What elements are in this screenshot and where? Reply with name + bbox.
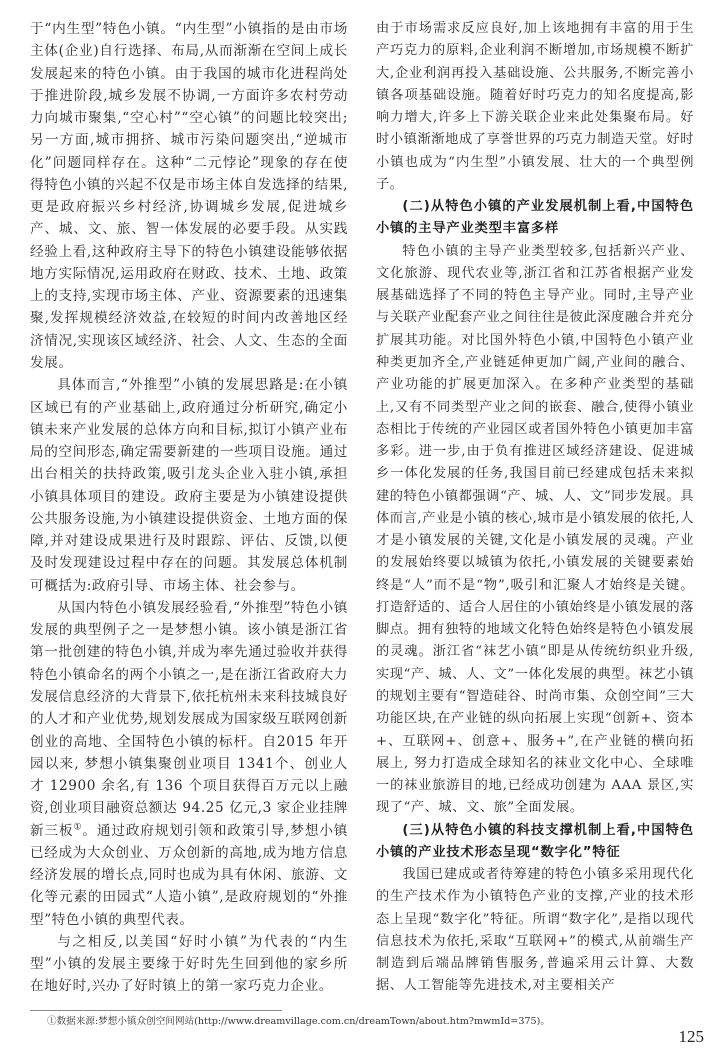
footnote-ref[interactable]: ① — [73, 822, 83, 833]
paragraph — [30, 597, 348, 931]
footnote-divider — [30, 1010, 282, 1011]
paragraph: 特色小镇的主导产业类型较多,包括新兴产业、文化旅游、现代农业等,浙江省和江苏省根据产业发展基础选择了不同的特色主导产业。同时,主导产业与关联产业配套产业之间往往是彼此深度融合并充分扩展其功能。对比国外特色小镇,中国特色小镇产业种类更加齐全,产业链延伸更加广阔,产业间的融合、产业功能的扩展更加深入。在多种产业类型的基础上,又有不同类型产业之间的嵌套、融合,使得小镇业态相比于传统的产业园区或者国外特色小镇更加丰富多彩。进一步,由于负有推进区域经济建设、促进城乡一体化发展的任务,我国目前已经建成包括未来拟建的特色小镇都强调“产、城、人、文”同步发展。具体而言,产业是小镇的核心,城市是小镇发展的依托,人才是小镇发展的关键,文化是小镇发展的灵魂。产业的发展始终要以城镇为依托,小镇发展的关键要素始终是“人”而不是“物”,吸引和汇聚人才始终是关键。打造舒适的、适合人居住的小镇始终是小镇发展的落脚点。拥有独特的地域文化特色始终是特色小镇发展的灵魂。浙江省“袜艺小镇”即是从传统纺织业升级,实现“产、城、人、文”一体化发展的典型。袜艺小镇的规划主要有“智造硅谷、时尚市集、众创空间”三大功能区块,在产业链的纵向拓展上实现“创新+、资本+、互联网+、创意+、服务+”,在产业链的横向拓展上, 努力打造成全球知名的袜业文化中心、全球唯一的袜业旅游目的地,已经成功创建为 AAA 景区,实现了“产、城、文、旅”全面发展。 — [376, 243, 695, 816]
paragraph-text: 。通过政府规划引领和政策引导,梦想小镇已经成为大众创业、万众创新的高地,成为地方信息经济发展的增长点,同时也成为具有休闲、旅游、文化等元素的田园式“人造小镇”,是政府规划的“外推型”特色小镇的典型代表。 — [30, 822, 348, 928]
paragraph: 与之相反,以美国“好时小镇”为代表的“内生型”小镇的发展主要缘于好时先生回到他的家乡所在地好时,兴办了好时镇上的第一家巧克力企业。 — [30, 933, 348, 995]
section-heading: (三)从特色小镇的科技支撑机制上看,中国特色小镇的产业技术形态呈现“数字化”特征 — [376, 822, 694, 860]
footnote: ①数据来源:梦想小镇众创空间网站(http://www.dreamvillage.com.cn/dreamTown/about.htm?mwmId=375)。 — [47, 1016, 550, 1027]
paragraph-text: 从国内特色小镇发展经验看,“外推型”特色小镇发展的典型例子之一是梦想小镇。该小镇是浙江省第一批创建的特色小镇,并成为率先通过验收并获得特色小镇命名的两个小镇之一,是在浙江省政府大力发展信息经济的大背景下,依托杭州未来科技城良好的人才和产业优势,规划发展成为国家级互联网创新创业的高地、全国特色小镇的标杆。自2015 年开园以来, 梦想小镇集聚创业项目 1341个、创业人才 12900 余名,有 136 个项目获得百万元以上融资,创业项目融资总额达 94.25 亿元,3 家企业挂牌新三板 — [30, 599, 348, 839]
right-column — [376, 18, 694, 998]
paragraph: 于“内生型”特色小镇。“内生型”小镇指的是由市场主体(企业)自行选择、布局,从而渐渐在空间上成长发展起来的特色小镇。由于我国的城市化进程尚处于推进阶段,城乡发展不协调,一方面许多农村劳动力向城市聚集,“空心村”“空心镇”的问题比较突出;另一方面,城市拥挤、城市污染问题突出,“逆城市化”问题同样存在。这种“二元悖论”现象的存在使得特色小镇的兴起不仅是市场主体自发选择的结果,更是政府振兴乡村经济,协调城乡发展,促进城乡产、城、文、旅、智一体发展的必要手段。从实践经验上看,这种政府主导下的特色小镇建设能够依据地方实际情况,运用政府在财政、技术、土地、政策上的支持,实现市场主体、产业、资源要素的迅速集聚,发挥规模经济效益,在较短的时间内改善地区经济情况,实现该区域经济、社会、人文、生态的全面发展。 — [30, 21, 348, 371]
paragraph: 由于市场需求反应良好,加上该地拥有丰富的用于生产巧克力的原料,企业利润不断增加,市场规模不断扩大,企业利润再投入基础设施、公共服务,不断完善小镇各项基础设施。随着好时巧克力的知名度提高,影响力增大,许多上下游关联企业来此处集聚布局。好时小镇渐渐地成了享誉世界的巧克力制造天堂。好时小镇也成为“内生型”小镇发展、壮大的一个典型例子。 — [376, 21, 694, 192]
left-column — [30, 18, 348, 998]
section-heading: (二)从特色小镇的产业发展机制上看,中国特色小镇的主导产业类型丰富多样 — [376, 199, 694, 237]
paragraph: 具体而言,“外推型”小镇的发展思路是:在小镇区域已有的产业基础上,政府通过分析研究,确定小镇未来产业发展的总体方向和目标,拟订小镇产业布局的空间形态,确定需要新建的一些项目设施。通过出台相关的扶持政策,吸引龙头企业入驻小镇,承担小镇具体项目的建设。政府主要是为小镇建设提供公共服务设施,为小镇建设提供资金、土地方面的保障,并对建设成果进行及时跟踪、评估、反馈,以便及时发现建设过程中存在的问题。其发展总体机制可概括为:政府引导、市场主体、社会参与。 — [30, 377, 348, 594]
paragraph: 我国已建成或者待筹建的特色小镇多采用现代化的生产技术作为小镇特色产业的支撑,产业的技术形态上呈现“数字化”特征。所谓“数字化”,是指以现代信息技术为依托,采取“互联网+”的模式,从前端生产制造到后端品牌销售服务,普遍采用云计算、大数据、人工智能等先进技术,对主要相关产 — [376, 867, 694, 994]
page-number: 125 — [678, 1027, 704, 1046]
